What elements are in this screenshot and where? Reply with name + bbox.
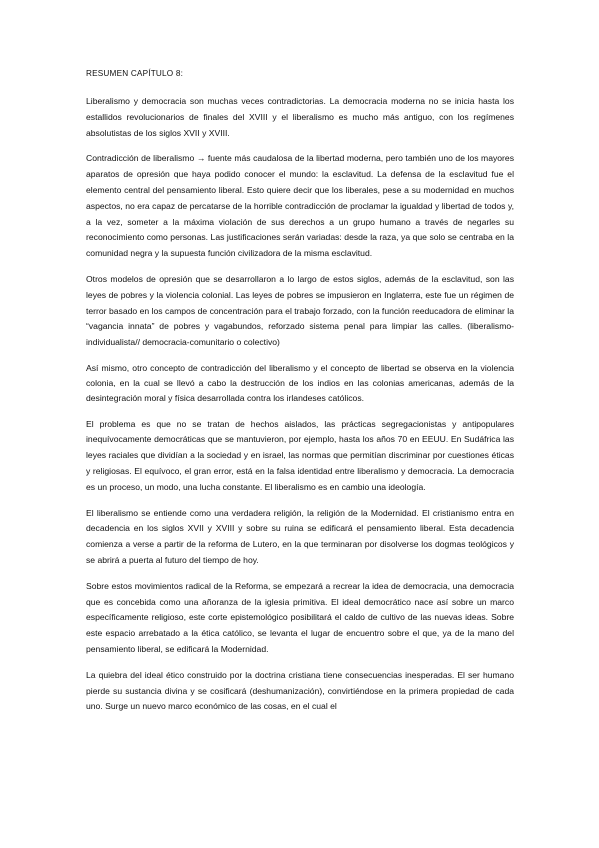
paragraph-8: La quiebra del ideal ético construido por la doctrina cristiana tiene consecuencias inesperadas. El ser humano pierde su sustancia divina y se cosificará (deshumanización), convirtiéndose en la primera propiedad de cada uno. Surge un nuevo marco económico de las cosas, en el cual el <box>86 669 514 712</box>
paragraph-3: Otros modelos de opresión que se desarrollaron a lo largo de estos siglos, además de la esclavitud, son las leyes de pobres y la violencia colonial. Las leyes de pobres se impusieron en Inglaterra, este fue un régimen de terror basado en los campos de concentración para el trabajo forzado, con la función reeducadora de eliminar la “vagancia innata” de pobres y vagabundos, reforzado sistema penal para limpiar las calles. (liberalismo- individualista// democracia-comunitario o colectivo) <box>86 273 514 348</box>
paragraph-5: El problema es que no se tratan de hechos aislados, las prácticas segregacionistas y antipopulares inequívocamente democráticas que se mantuvieron, por ejemplo, hasta los años 70 en EEUU. En Sudáfrica las leyes raciales que dividían a la sociedad y en israel, las normas que permitían discriminar por cuestiones éticas y religiosas. El equívoco, el gran error, está en la falsa identidad entre liberalismo y democracia. La democracia es un proceso, un modo, una lucha constante. El liberalismo es en cambio una ideología. <box>86 418 514 492</box>
paragraph-4: Así mismo, otro concepto de contradicción del liberalismo y el concepto de libertad se observa en la violencia colonia, en la cual se llevó a cabo la destrucción de los indios en las colonias americanas, además de la desintegración moral y física desarrollada contra los irlandeses católicos. <box>86 362 514 404</box>
paragraph-2: Contradicción de liberalismo → fuente más caudalosa de la libertad moderna, pero también uno de los mayores aparatos de opresión que haya podido conocer el mundo: la esclavitud. La defensa de la esclavitud fue el elemento central del pensamiento liberal. Esto quiere decir que los liberales, pese a su modernidad en muchos aspectos, no era capaz de percatarse de la horrible contradicción de proclamar la igualdad y libertad de todos y, a la vez, someter a la máxima violación de sus derechos a un grupo humano a través de negarles su reconocimiento como personas. Las justificaciones serán variadas: desde la raza, ya que solo se centraba en la comunidad negra y la supuesta función civilizadora de la misma esclavitud. <box>86 153 514 259</box>
paragraph-6: El liberalismo se entiende como una verdadera religión, la religión de la Modernidad. El cristianismo entra en decadencia en los siglos XVII y XVIII y sobre su ruina se edificará el pensamiento liberal. Esta decadencia comienza a verse a partir de la reforma de Lutero, en la que terminaran por disolverse los dogmas teológicos y se abrirá a puerta al futuro del tiempo de hoy. <box>86 507 514 565</box>
document-page <box>86 68 514 725</box>
paragraph-7: Sobre estos movimientos radical de la Reforma, se empezará a recrear la idea de democracia, una democracia que es concebida como una añoranza de la iglesia primitiva. El ideal democrático nace así sobre un marco específicamente religioso, este corte epistemológico posibilitará el caldo de cultivo de las nuevas ideas. Sobre este espacio arrebatado a la ética católico, se levanta el lugar de encuentro sobre el que, ya de la mano del pensamiento liberal, se edificará la Modernidad. <box>86 580 514 654</box>
document-heading: RESUMEN CAPÍTULO 8: <box>86 69 184 78</box>
paragraph-1: Liberalismo y democracia son muchas veces contradictorias. La democracia moderna no se inicia hasta los estallidos revolucionarios de finales del XVIII y el liberalismo es mucho más antiguo, con los regímenes absolutistas de los siglos XVII y XVIII. <box>86 96 514 138</box>
